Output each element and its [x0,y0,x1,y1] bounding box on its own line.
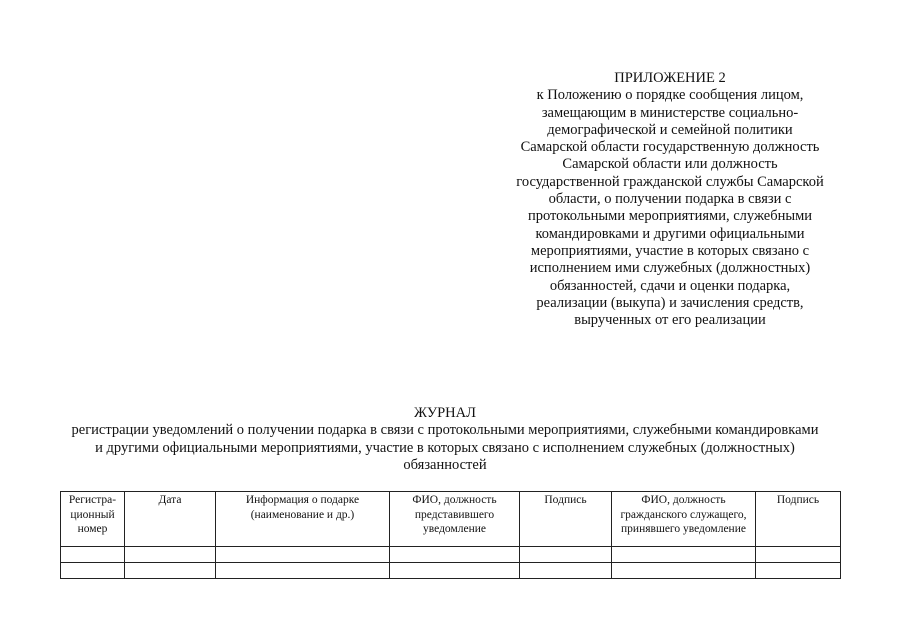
column-header [612,492,756,547]
journal-title: ЖУРНАЛ [414,405,476,421]
appendix-line: замещающим в министерстве социально- [541,104,799,121]
column-header [390,492,520,547]
appendix-line: командировками и другими официальными [535,225,805,242]
appendix-line: Самарской области или должность [562,156,778,173]
column-header-text: Подпись [544,494,587,506]
table-header-row [61,492,841,547]
appendix-line: вырученных от его реализации [574,312,766,329]
appendix-line: Самарской области государственную должность [520,139,820,156]
column-header-text: ционный [70,508,115,521]
appendix-line: обязанностей, сдачи и оценки подарка, [549,277,791,294]
column-header-text: гражданского служащего, [620,508,747,521]
table-cell [390,563,520,579]
table-cell [520,547,612,563]
journal-subtitle-line: и другими официальными мероприятиями, участие в которых связано с исполнением служебных (должностных) [95,439,795,456]
appendix-block [500,70,840,329]
appendix-text [500,87,840,329]
table-cell [125,563,216,579]
column-header [125,492,216,547]
table-cell [390,547,520,563]
appendix-line: исполнением ими служебных (должностных) [529,260,811,277]
table-cell [125,547,216,563]
appendix-line: протокольными мероприятиями, служебными [527,208,813,225]
column-header-text: (наименование и др.) [250,508,355,521]
column-header-text: номер [77,523,108,535]
table-cell [520,563,612,579]
column-header [216,492,390,547]
table-cell [756,547,841,563]
column-header-text: ФИО, должность [412,494,497,506]
table-cell [756,563,841,579]
journal-subtitle-line: регистрации уведомлений о получении подарка в связи с протокольными мероприятиями, служебными командировками [71,422,819,439]
column-header [520,492,612,547]
journal-subtitle-line: обязанностей [403,456,487,473]
column-header-text: Подпись [776,494,820,506]
appendix-line: государственной гражданской службы Самарской [516,173,824,190]
table-row [61,563,841,579]
column-header [61,492,125,547]
journal-subtitle [40,422,850,474]
table-cell [216,563,390,579]
table-cell [216,547,390,563]
appendix-line: области, о получении подарка в связи с [548,191,792,208]
appendix-line: реализации (выкупа) и зачисления средств, [536,294,804,311]
table-body [61,547,841,579]
column-header-text: Информация о подарке [245,494,360,506]
table-cell [612,547,756,563]
appendix-heading: ПРИЛОЖЕНИЕ 2 [614,70,726,86]
column-header-text: ФИО, должность [641,494,726,506]
column-header-text: Дата [158,494,182,506]
table-row [61,547,841,563]
table-cell [61,547,125,563]
journal-header [40,405,850,474]
table-cell [612,563,756,579]
appendix-line: мероприятиями, участие в которых связано с [530,242,810,259]
register-table [60,491,841,579]
column-header-text: принявшего уведомление [621,523,746,535]
column-header-text: уведомление [423,523,486,535]
column-header-text: Регистра- [68,494,117,506]
table-cell [61,563,125,579]
appendix-line: демографической и семейной политики [547,121,793,138]
column-header-text: представившего [414,508,495,521]
appendix-line: к Положению о порядке сообщения лицом, [536,87,804,104]
column-header [756,492,841,547]
